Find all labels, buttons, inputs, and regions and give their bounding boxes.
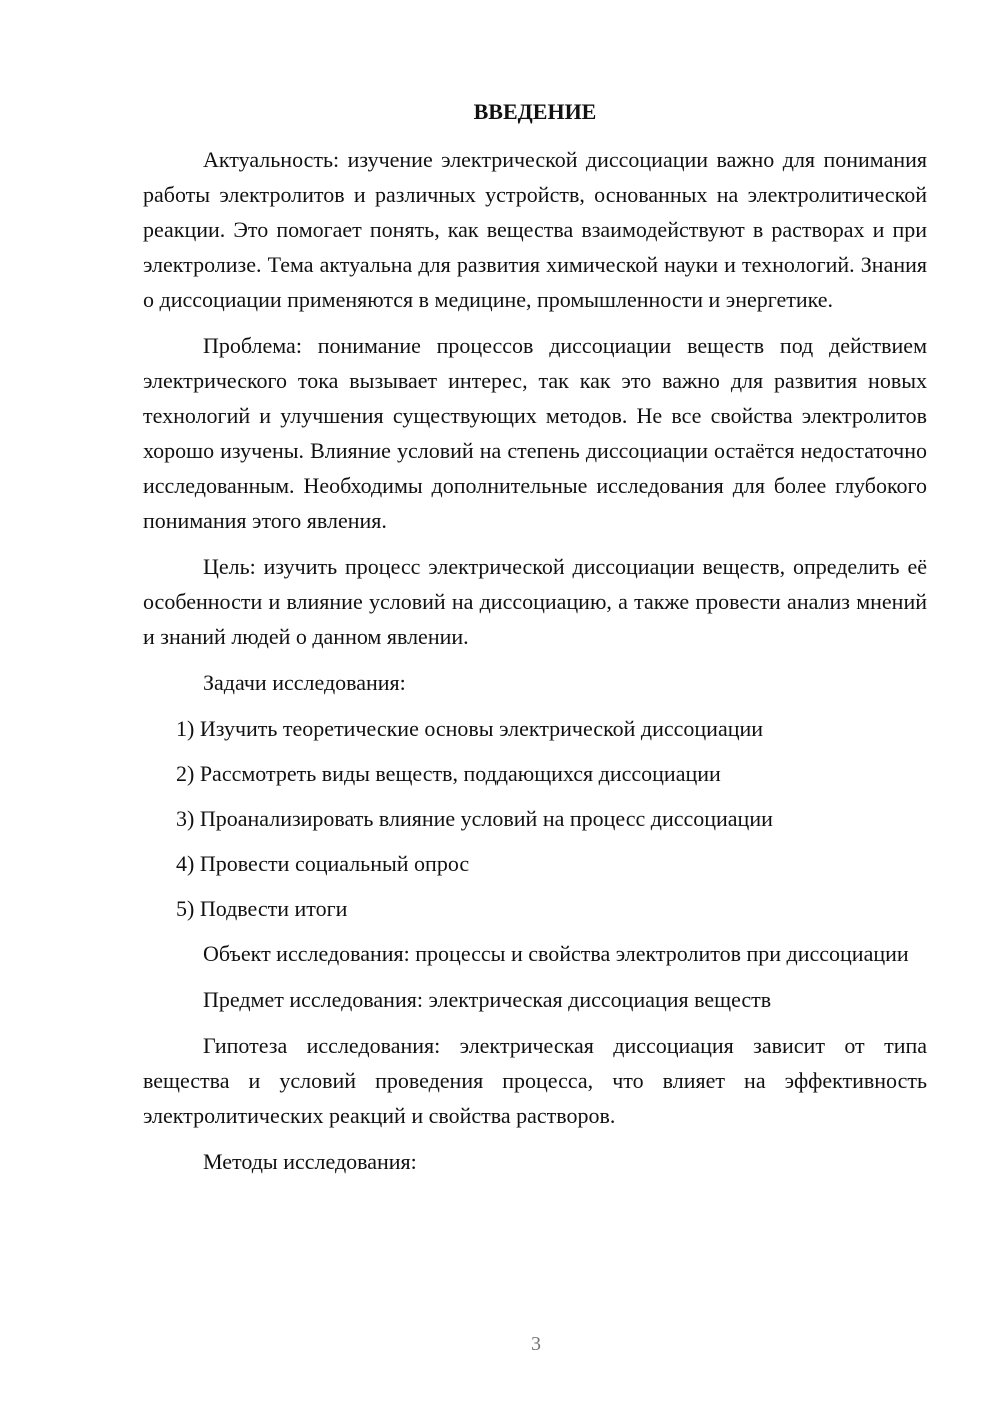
problem-paragraph: Проблема: понимание процессов диссоциации веществ под действием электрического тока вызывает интерес, так как это важно для развития новых технологий и улучшения существующих методов. Не все свойства электролитов хорошо изучены. Влияние условий на степень диссоциации остаётся недостаточно исследованным. Необходимы дополнительные исследования для более глубокого понимания этого явления. — [143, 333, 927, 533]
methods-heading: Методы исследования: — [203, 1149, 417, 1174]
page-content — [143, 94, 927, 1190]
goal-paragraph: Цель: изучить процесс электрической диссоциации веществ, определить её особенности и влияние условий на диссоциацию, а также провести анализ мнений и знаний людей о данном явлении. — [143, 554, 927, 649]
subject-paragraph: Предмет исследования: электрическая диссоциация веществ — [203, 987, 772, 1012]
tasks-heading: Задачи исследования: — [203, 670, 406, 695]
relevance-paragraph: Актуальность: изучение электрической диссоциации важно для понимания работы электролитов и различных устройств, основанных на электролитической реакции. Это помогает понять, как вещества взаимодействуют в растворах и при электролизе. Тема актуальна для развития химической науки и технологий. Знания о диссоциации применяются в медицине, промышленности и энергетике. — [143, 147, 927, 312]
list-item: 3) Проанализировать влияние условий на процесс диссоциации — [176, 806, 773, 831]
list-item: 5) Подвести итоги — [176, 896, 348, 921]
list-item: 2) Рассмотреть виды веществ, поддающихся диссоциации — [176, 761, 721, 786]
section-title: ВВЕДЕНИЕ — [473, 99, 597, 124]
hypothesis-paragraph: Гипотеза исследования: электрическая диссоциация зависит от типа вещества и условий проведения процесса, что влияет на эффективность электролитических реакций и свойства растворов. — [143, 1033, 927, 1128]
object-paragraph: Объект исследования: процессы и свойства электролитов при диссоциации — [203, 941, 909, 966]
list-item: 4) Провести социальный опрос — [176, 851, 470, 876]
list-item: 1) Изучить теоретические основы электрической диссоциации — [176, 716, 764, 741]
tasks-list — [143, 711, 927, 926]
page-number: 3 — [531, 1333, 541, 1355]
